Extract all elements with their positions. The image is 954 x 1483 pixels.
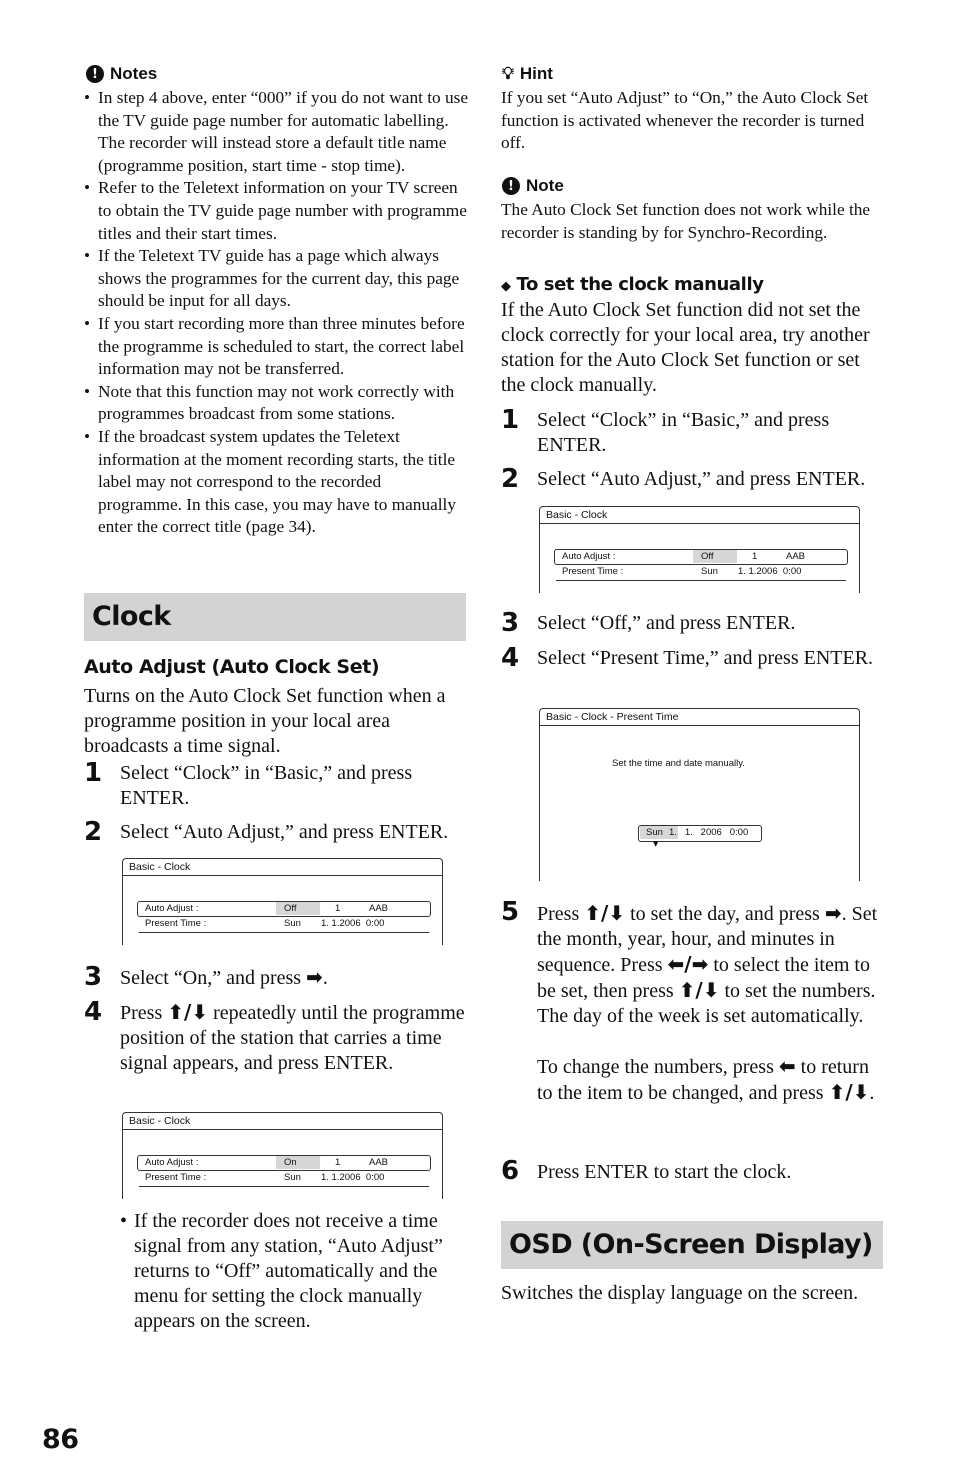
clock-screen bbox=[539, 506, 860, 593]
date-value: 1. 1. 2006 0:00 bbox=[669, 827, 749, 838]
row-value: Sun bbox=[284, 1172, 301, 1183]
row-label: Present Time : bbox=[145, 918, 207, 929]
step-text: Select “Auto Adjust,” and press ENTER. bbox=[537, 468, 866, 490]
clock-screen bbox=[122, 1112, 443, 1199]
row-value: 1. 1.2006 0:00 bbox=[321, 918, 385, 929]
row-value: 1 bbox=[335, 1157, 341, 1168]
row-label: Auto Adjust : bbox=[145, 1157, 199, 1168]
clock-bullet: • If the recorder does not receive a time signal from any station, “Auto Adjust” returns to “Off” automatically and the menu for setting the clock manually appears on the screen. bbox=[120, 1209, 470, 1334]
clock-section-title: Clock bbox=[92, 601, 171, 632]
note-text: The Auto Clock Set function does not work while the recorder is standing by for Synchro-Recording. bbox=[501, 200, 871, 242]
step-number: 4 bbox=[84, 997, 103, 1027]
clock-screen bbox=[122, 858, 443, 945]
step-text: Press ⬆/⬇ repeatedly until the programme position of the station that carries a time signal appears, and press ENTER. bbox=[120, 1000, 465, 1074]
caret-icon: ▼ bbox=[653, 840, 659, 848]
step-text: Select “Off,” and press ENTER. bbox=[537, 612, 796, 634]
osd-section-title: OSD (On-Screen Display) bbox=[509, 1229, 873, 1260]
step-text: Select “Present Time,” and press ENTER. bbox=[537, 647, 874, 669]
step-number: 2 bbox=[84, 817, 103, 847]
row-value: AAB bbox=[369, 1157, 389, 1168]
step-text: Select “Auto Adjust,” and press ENTER. bbox=[120, 821, 449, 843]
step-text: Press ⬆/⬇ to set the day, and press ➡. Set the month, year, hour, and minutes in sequence. Press ⬅/➡ to select the item to be set, then press ⬆/⬇ to set the numbers. The day of the week is set automatically. To change the numbers, press ⬅ to return to the item to be changed, and press ⬆/⬇. bbox=[537, 901, 878, 1104]
row-label: Present Time : bbox=[562, 566, 624, 577]
note-icon: ! bbox=[502, 177, 520, 195]
row-value: 1 bbox=[335, 903, 341, 914]
screen-title: Basic - Clock bbox=[129, 1115, 191, 1127]
step-number: 3 bbox=[84, 962, 103, 992]
note-icon: ! bbox=[86, 65, 104, 83]
selection-highlight bbox=[693, 550, 737, 563]
arrow-up-down-icon: ⬆/⬇ bbox=[678, 978, 720, 1002]
notes-item: • In step 4 above, enter “000” if you do not want to use the TV guide page number for automatic labelling. The recorder will instead store a default title name (programme position, start time - stop time). bbox=[84, 87, 468, 177]
arrow-up-down-icon: ⬆/⬇ bbox=[828, 1080, 870, 1104]
row-value: AAB bbox=[786, 551, 806, 562]
step-text: Press ENTER to start the clock. bbox=[537, 1161, 792, 1183]
step-number: 1 bbox=[84, 758, 103, 788]
auto-adjust-subheading: Auto Adjust (Auto Clock Set) bbox=[84, 656, 380, 678]
notes-item: • If the Teletext TV guide has a page which always shows the programmes for the current day, this page should be input for all days. bbox=[84, 245, 468, 313]
clock-intro: Turns on the Auto Clock Set function when a programme position in your local area broadcasts a time signal. bbox=[84, 685, 446, 757]
hint-heading: 💡︎ Hint bbox=[502, 64, 553, 84]
row-value: 1. 1.2006 0:00 bbox=[321, 1172, 385, 1183]
row-label: Auto Adjust : bbox=[562, 551, 616, 562]
row-value: 1. 1.2006 0:00 bbox=[738, 566, 802, 577]
row-value: Sun bbox=[284, 918, 301, 929]
screen-message: Set the time and date manually. bbox=[612, 758, 745, 769]
screen-title: Basic - Clock bbox=[546, 509, 608, 521]
step-number: 1 bbox=[501, 405, 520, 435]
day-value: Sun bbox=[646, 827, 663, 838]
row-label: Auto Adjust : bbox=[145, 903, 199, 914]
osd-section-bar bbox=[501, 1221, 883, 1269]
notes-list bbox=[84, 87, 468, 539]
step-number: 5 bbox=[501, 897, 520, 927]
notes-item: • Refer to the Teletext information on your TV screen to obtain the TV guide page number with programme titles and their start times. bbox=[84, 177, 468, 245]
arrow-left-right-icon: ⬅/➡ bbox=[667, 952, 709, 976]
row-value: Off bbox=[284, 903, 297, 914]
notes-item: • If you start recording more than three minutes before the programme is scheduled to start, the correct label information may not be transferred. bbox=[84, 313, 468, 381]
diamond-icon: ◆ bbox=[501, 279, 511, 294]
step-number: 3 bbox=[501, 608, 520, 638]
step-number: 4 bbox=[501, 643, 520, 673]
screen-title: Basic - Clock - Present Time bbox=[546, 711, 679, 723]
notes-item: • Note that this function may not work correctly with programmes broadcast from some stations. bbox=[84, 381, 468, 426]
note-heading: ! Note bbox=[502, 176, 564, 196]
osd-text: Switches the display language on the screen. bbox=[501, 1282, 859, 1304]
step-text: Select “Clock” in “Basic,” and press ENTER. bbox=[120, 762, 413, 809]
row-value: 1 bbox=[752, 551, 758, 562]
row-value: Off bbox=[701, 551, 714, 562]
arrow-up-down-icon: ⬆/⬇ bbox=[584, 901, 626, 925]
clock-section-bar bbox=[84, 593, 466, 641]
step-text: Select “On,” and press ➡. bbox=[120, 965, 328, 989]
manual-intro: If the Auto Clock Set function did not set the clock correctly for your local area, try another station for the Auto Clock Set function or set the clock manually. bbox=[501, 299, 870, 396]
lightbulb-icon: 💡︎ bbox=[502, 64, 514, 84]
row-label: Present Time : bbox=[145, 1172, 207, 1183]
arrow-up-down-icon: ⬆/⬇ bbox=[167, 1000, 209, 1024]
notes-heading: ! Notes bbox=[86, 64, 157, 84]
selection-highlight bbox=[276, 902, 320, 915]
step-text: Select “Clock” in “Basic,” and press ENTER. bbox=[537, 409, 830, 456]
present-time-screen bbox=[539, 708, 860, 881]
arrow-right-icon: ➡ bbox=[306, 965, 323, 989]
row-value: AAB bbox=[369, 903, 389, 914]
arrow-left-icon: ⬅ bbox=[778, 1054, 796, 1078]
step-number: 6 bbox=[501, 1156, 520, 1186]
arrow-right-icon: ➡ bbox=[824, 901, 842, 925]
row-value: On bbox=[284, 1157, 297, 1168]
selection-highlight bbox=[276, 1156, 320, 1169]
notes-item: • If the broadcast system updates the Teletext information at the moment recording starts, the title label may not correspond to the recorded programme. In this case, you may have to manually enter the correct title (page 34). bbox=[84, 426, 468, 539]
row-value: Sun bbox=[701, 566, 718, 577]
page-number: 86 bbox=[42, 1424, 79, 1455]
step-number: 2 bbox=[501, 464, 520, 494]
hint-text: If you set “Auto Adjust” to “On,” the Auto Clock Set function is activated whenever the recorder is turned off. bbox=[501, 88, 869, 153]
screen-title: Basic - Clock bbox=[129, 861, 191, 873]
manual-heading: ◆ To set the clock manually bbox=[501, 274, 764, 295]
